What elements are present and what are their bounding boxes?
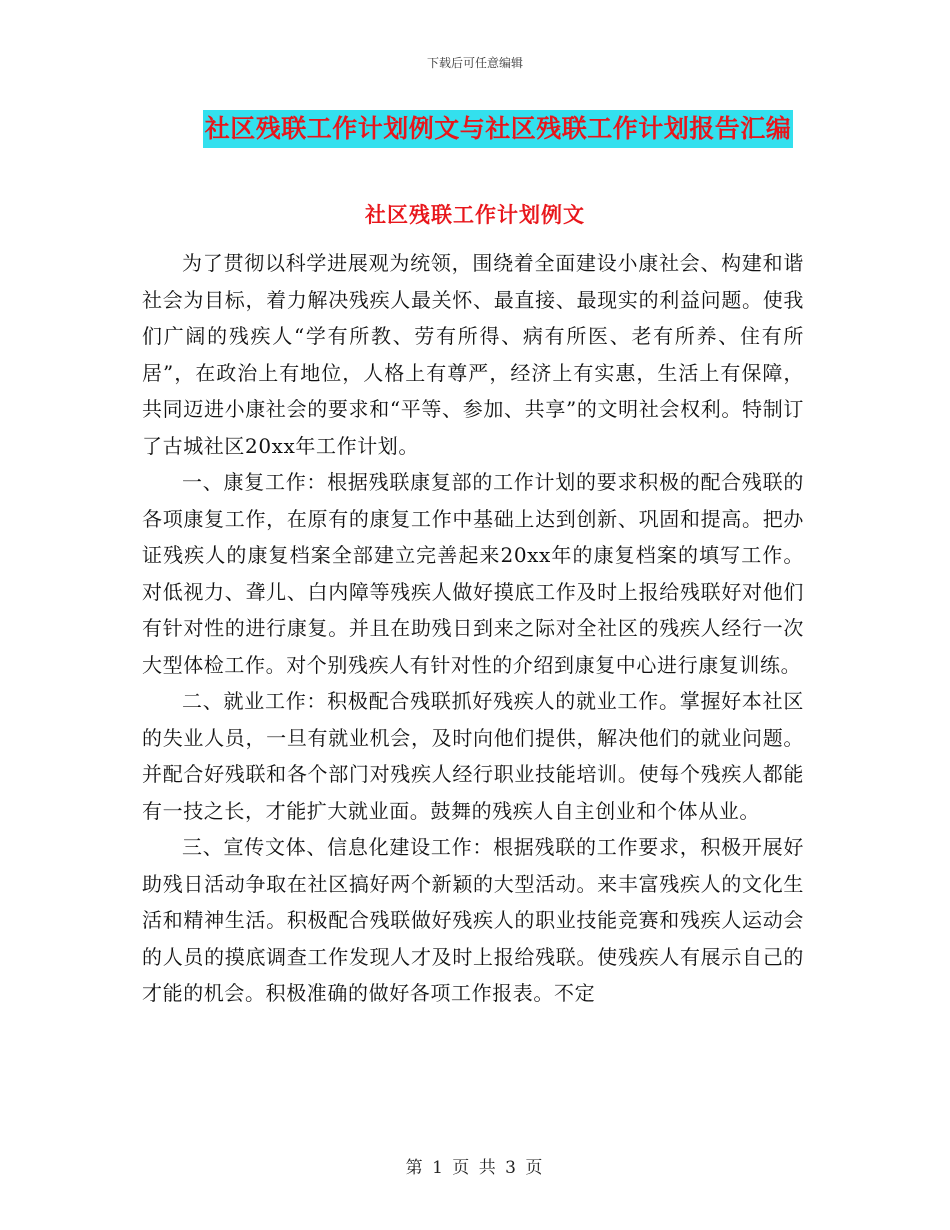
- main-title: 社区残联工作计划例文与社区残联工作计划报告汇编: [203, 110, 794, 148]
- sub-title: 社区残联工作计划例文: [365, 202, 585, 227]
- paragraph-rehabilitation: 一、康复工作：根据残联康复部的工作计划的要求积极的配合残联的各项康复工作，在原有的康复工作中基础上达到创新、巩固和提高。把办证残疾人的康复档案全部建立完善起来20xx年的康复档案的填写工作。对低视力、聋儿、白内障等残疾人做好摸底工作及时上报给残联好对他们有针对性的进行康复。并且在助残日到来之际对全社区的残疾人经行一次大型体检工作。对个别残疾人有针对性的介绍到康复中心进行康复训练。: [142, 470, 804, 677]
- main-title-container: [0, 110, 950, 148]
- paragraph-employment: 二、就业工作：积极配合残联抓好残疾人的就业工作。掌握好本社区的失业人员，一旦有就业机会，及时向他们提供，解决他们的就业问题。并配合好残联和各个部门对残疾人经行职业技能培训。使每个残疾人都能有一技之长，才能扩大就业面。鼓舞的残疾人自主创业和个体从业。: [142, 689, 804, 823]
- paragraph-publicity: 三、宣传文体、信息化建设工作：根据残联的工作要求，积极开展好助残日活动争取在社区搞好两个新颖的大型活动。来丰富残疾人的文化生活和精神生活。积极配合残联做好残疾人的职业技能竞赛和残疾人运动会的人员的摸底调查工作发现人才及时上报给残联。使残疾人有展示自己的才能的机会。积极准确的做好各项工作报表。不定: [142, 835, 804, 1005]
- paragraph-intro: 为了贯彻以科学进展观为统领，围绕着全面建设小康社会、构建和谐社会为目标，着力解决残疾人最关怀、最直接、最现实的利益问题。使我们广阔的残疾人“学有所教、劳有所得、病有所医、老有所养、住有所居”，在政治上有地位，人格上有尊严，经济上有实惠，生活上有保障，共同迈进小康社会的要求和“平等、参加、共享”的文明社会权利。特制订了古城社区20xx年工作计划。: [142, 251, 804, 458]
- page-header-note: 下载后可任意编辑: [426, 56, 523, 70]
- page-number: 第 1 页 共 3 页: [405, 1158, 545, 1178]
- document-body: [142, 245, 804, 1012]
